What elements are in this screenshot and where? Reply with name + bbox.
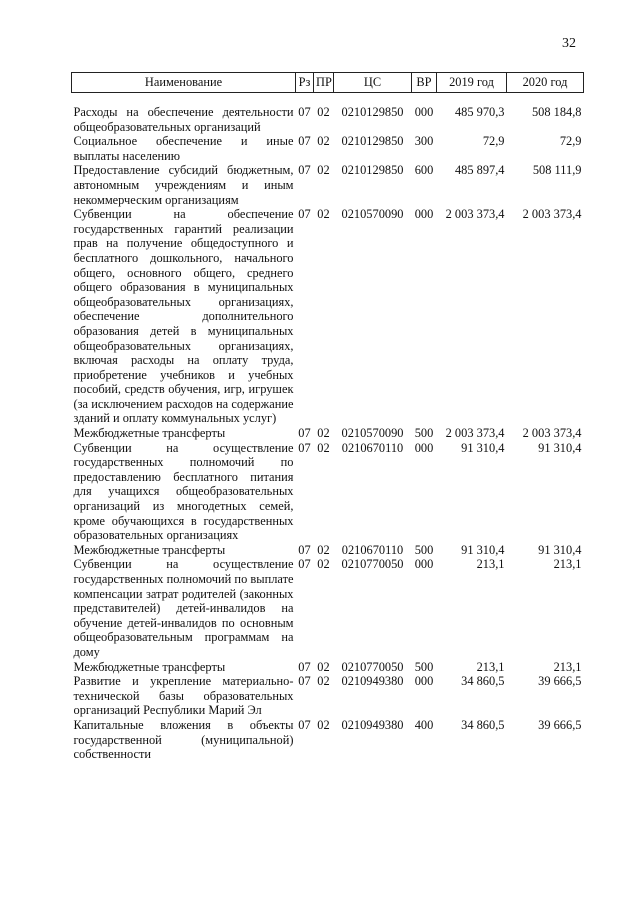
header-2020: 2020 год xyxy=(507,73,584,93)
table-row xyxy=(72,441,584,543)
cell-pr: 02 xyxy=(317,105,330,119)
table-row xyxy=(72,93,584,135)
cell-vr: 000 xyxy=(414,674,434,689)
cell-rz: 07 xyxy=(298,207,311,222)
table-row xyxy=(72,426,584,441)
cell-2020: 508 111,9 xyxy=(532,163,582,178)
cell-name: Субвенции на осуществление государственных полномочий по предоставлению бесплатного питания для учащихся общеобразовательных организаций из многодетных семей, кроме обучающихся в государственных образовательных организациях xyxy=(73,440,294,543)
cell-2020: 213,1 xyxy=(553,659,582,674)
cell-pr: 02 xyxy=(317,163,330,178)
table-row xyxy=(72,207,584,426)
table-row xyxy=(72,660,584,675)
header-pr: ПР xyxy=(314,73,334,93)
cell-name: Развитие и укрепление материально-технической базы образовательных организаций Республики Марий Эл xyxy=(73,674,294,718)
cell-cs: 0210670110 xyxy=(341,440,404,455)
cell-2020: 508 184,8 xyxy=(531,105,582,119)
cell-name: Межбюджетные трансферты xyxy=(73,426,226,441)
cell-2019: 213,1 xyxy=(476,659,505,674)
table-row xyxy=(72,557,584,659)
cell-2020: 39 666,5 xyxy=(538,674,582,689)
cell-rz: 07 xyxy=(298,717,311,732)
cell-cs: 0210129850 xyxy=(341,105,404,119)
cell-name: Субвенции на осуществление государственных полномочий по выплате компенсации затрат родителей (законных представителей) детей-инвалидов на обучение детей-инвалидов по основным общеобразовательным программам на дому xyxy=(73,557,294,659)
cell-name: Социальное обеспечение и иные выплаты населению xyxy=(73,134,294,163)
cell-rz: 07 xyxy=(298,163,311,178)
table-row xyxy=(72,543,584,558)
cell-2019: 213,1 xyxy=(476,557,505,572)
cell-2019: 91 310,4 xyxy=(461,542,505,557)
cell-vr: 400 xyxy=(414,717,434,732)
cell-2019: 72,9 xyxy=(482,134,505,149)
cell-cs: 0210770050 xyxy=(341,659,404,674)
cell-rz: 07 xyxy=(298,440,311,455)
cell-name: Капитальные вложения в объекты государственной (муниципальной) собственности xyxy=(73,717,294,762)
header-cs: ЦС xyxy=(334,73,412,93)
cell-vr: 000 xyxy=(414,207,434,222)
cell-2019: 485 970,3 xyxy=(454,105,505,119)
cell-name: Расходы на обеспечение деятельности общеобразовательных организаций xyxy=(73,105,294,134)
cell-2020: 2 003 373,4 xyxy=(522,207,582,222)
cell-vr: 500 xyxy=(414,542,434,557)
cell-rz: 07 xyxy=(298,105,311,119)
cell-vr: 600 xyxy=(414,163,434,178)
cell-vr: 000 xyxy=(414,440,434,455)
cell-2020: 91 310,4 xyxy=(538,542,582,557)
cell-rz: 07 xyxy=(298,557,311,572)
cell-vr: 500 xyxy=(414,659,434,674)
table-row xyxy=(72,674,584,718)
cell-2019: 34 860,5 xyxy=(461,717,505,732)
cell-2020: 91 310,4 xyxy=(538,440,582,455)
cell-2019: 485 897,4 xyxy=(454,163,505,178)
cell-2019: 34 860,5 xyxy=(461,674,505,689)
cell-vr: 300 xyxy=(414,134,434,149)
cell-rz: 07 xyxy=(298,426,311,441)
cell-cs: 0210770050 xyxy=(341,557,404,572)
cell-vr: 000 xyxy=(414,557,434,572)
cell-vr: 500 xyxy=(414,426,434,441)
cell-cs: 0210570090 xyxy=(341,207,404,222)
cell-2020: 213,1 xyxy=(553,557,582,572)
cell-pr: 02 xyxy=(317,674,330,689)
cell-cs: 0210949380 xyxy=(341,717,404,732)
cell-2019: 2 003 373,4 xyxy=(445,207,505,222)
cell-pr: 02 xyxy=(317,207,330,222)
cell-rz: 07 xyxy=(298,542,311,557)
cell-name: Субвенции на обеспечение государственных гарантий реализации прав на получение общедоступного и бесплатного дошкольного, начального общего, основного общего, среднего общего образования в муниципальных общеобразовательных организациях, обеспечение дополнительного образования детей в муниципальных общеобразовательных организациях, включая расходы на оплату труда, приобретение учебников и учебных пособий, средств обучения, игр, игрушек (за исключением расходов на содержание зданий и оплату коммунальных услуг) xyxy=(73,207,294,426)
header-rz: Рз xyxy=(296,73,314,93)
cell-cs: 0210570090 xyxy=(341,426,404,441)
cell-pr: 02 xyxy=(317,659,330,674)
cell-pr: 02 xyxy=(317,134,330,149)
cell-vr: 000 xyxy=(414,105,434,119)
table-row xyxy=(72,718,584,762)
cell-2020: 72,9 xyxy=(559,134,582,149)
cell-pr: 02 xyxy=(317,542,330,557)
cell-cs: 0210670110 xyxy=(341,542,404,557)
cell-pr: 02 xyxy=(317,557,330,572)
page-number: 32 xyxy=(562,36,576,51)
header-vr: ВР xyxy=(412,73,437,93)
cell-2019: 2 003 373,4 xyxy=(445,426,505,441)
table-row xyxy=(72,134,584,163)
cell-pr: 02 xyxy=(317,717,330,732)
cell-2020: 39 666,5 xyxy=(538,717,582,732)
cell-rz: 07 xyxy=(298,659,311,674)
cell-name: Межбюджетные трансферты xyxy=(73,659,226,674)
cell-pr: 02 xyxy=(317,426,330,441)
header-name: Наименование xyxy=(72,73,296,93)
table-row xyxy=(72,163,584,207)
cell-2019: 91 310,4 xyxy=(461,440,505,455)
budget-table xyxy=(71,72,584,762)
table-header-row xyxy=(72,73,584,93)
cell-rz: 07 xyxy=(298,134,311,149)
cell-2020: 2 003 373,4 xyxy=(522,426,582,441)
cell-name: Предоставление субсидий бюджетным, автономным учреждениям и иным некоммерческим организациям xyxy=(73,163,294,207)
cell-name: Межбюджетные трансферты xyxy=(73,542,226,557)
cell-cs: 0210949380 xyxy=(341,674,404,689)
cell-cs: 0210129850 xyxy=(341,163,404,178)
cell-cs: 0210129850 xyxy=(341,134,404,149)
cell-rz: 07 xyxy=(298,674,311,689)
header-2019: 2019 год xyxy=(437,73,507,93)
cell-pr: 02 xyxy=(317,440,330,455)
